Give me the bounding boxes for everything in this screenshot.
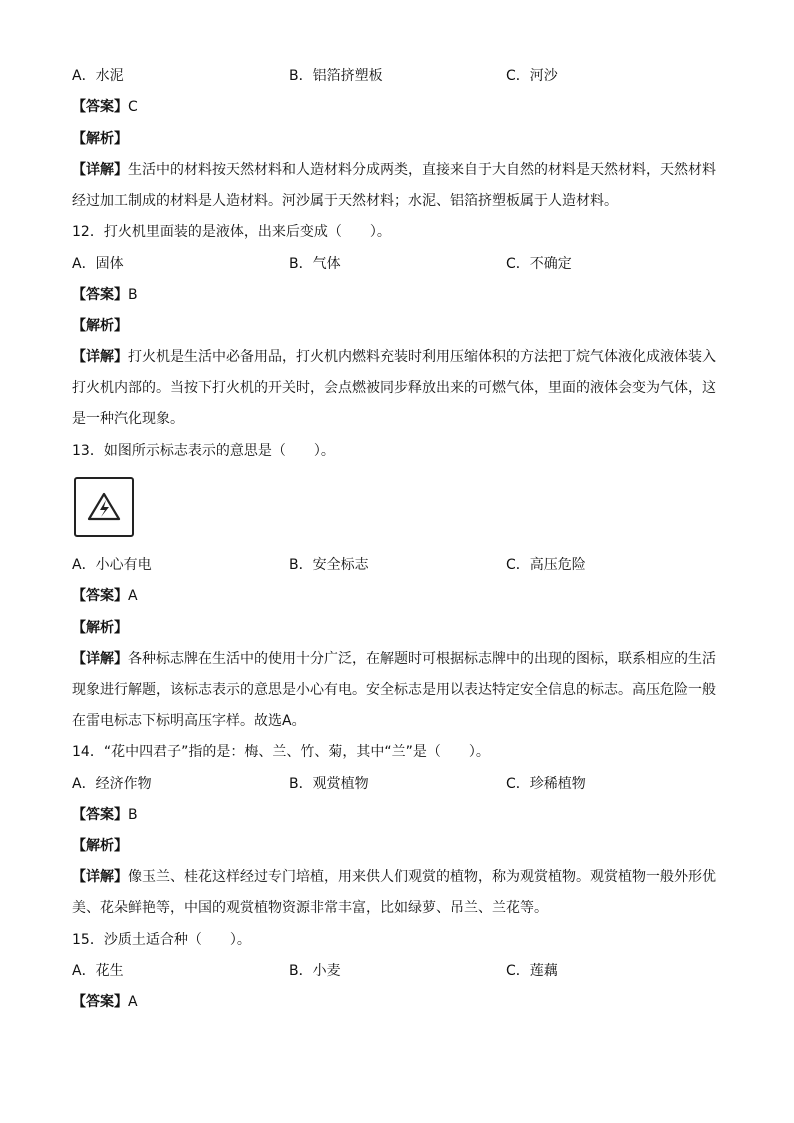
detail-line: 打火机是生活中必备用品，打火机内燃料充装时利用压缩体积的方法把丁烷气体液化成液体装入 (128, 349, 716, 365)
q14-option-b: B．观赏植物 (289, 776, 369, 792)
answer-tag: 【答案】 (72, 287, 128, 303)
q11-option-c: C．河沙 (506, 68, 558, 84)
q13-option-c: C．高压危险 (506, 557, 586, 573)
q13-detail (72, 644, 722, 737)
answer-tag: 【答案】 (72, 807, 128, 823)
q11-analysis-label: 【解析】 (72, 131, 128, 147)
q14-option-a: A．经济作物 (72, 776, 152, 792)
detail-line: 打火机内部的。当按下打火机的开关时，会点燃被同步释放出来的可燃气体，里面的液体会变为气体，这 (72, 380, 716, 396)
q12-analysis-label: 【解析】 (72, 318, 128, 334)
q15-answer (72, 991, 138, 1013)
q15-option-b: B．小麦 (289, 963, 341, 979)
detail-line: 现象进行解题，该标志表示的意思是小心有电。安全标志是用以表达特定安全信息的标志。高压危险一般 (72, 682, 716, 698)
detail-line: 是一种汽化现象。 (72, 411, 184, 427)
q11-option-a: A．水泥 (72, 68, 124, 84)
q14-option-c: C．珍稀植物 (506, 776, 586, 792)
detail-tag: 【详解】 (72, 651, 128, 667)
answer-value: C (128, 99, 138, 115)
q12-detail (72, 342, 722, 435)
answer-tag: 【答案】 (72, 588, 128, 604)
q13-stem: 13．如图所示标志表示的意思是（ ）。 (72, 443, 335, 459)
answer-tag: 【答案】 (72, 99, 128, 115)
detail-tag: 【详解】 (72, 162, 128, 178)
q13-analysis-label: 【解析】 (72, 620, 128, 636)
detail-line: 在雷电标志下标明高压字样。故选A。 (72, 713, 306, 729)
q12-stem: 12．打火机里面装的是液体，出来后变成（ ）。 (72, 224, 391, 240)
q11-answer (72, 96, 138, 118)
answer-value: B (128, 287, 138, 303)
q12-answer (72, 284, 138, 306)
detail-tag: 【详解】 (72, 869, 128, 885)
q14-answer (72, 804, 138, 826)
detail-line: 经过加工制成的材料是人造材料。河沙属于天然材料；水泥、铝箔挤塑板属于人造材料。 (72, 193, 618, 209)
q13-option-b: B．安全标志 (289, 557, 369, 573)
q13-option-a: A．小心有电 (72, 557, 152, 573)
q14-analysis-label: 【解析】 (72, 838, 128, 854)
detail-line: 美、花朵鲜艳等，中国的观赏植物资源非常丰富，比如绿萝、吊兰、兰花等。 (72, 900, 548, 916)
q12-option-a: A．固体 (72, 256, 124, 272)
q12-option-b: B．气体 (289, 256, 341, 272)
q11-option-b: B．铝箔挤塑板 (289, 68, 383, 84)
q15-option-a: A．花生 (72, 963, 124, 979)
q14-stem: 14．“花中四君子”指的是：梅、兰、竹、菊，其中“兰”是（ ）。 (72, 744, 490, 760)
q14-detail (72, 862, 722, 924)
lightning-warning-icon (76, 479, 132, 535)
q13-answer (72, 585, 138, 607)
detail-line: 像玉兰、桂花这样经过专门培植，用来供人们观赏的植物，称为观赏植物。观赏植物一般外形优 (128, 869, 716, 885)
q11-detail (72, 155, 722, 217)
detail-tag: 【详解】 (72, 349, 128, 365)
answer-value: A (128, 588, 138, 604)
answer-tag: 【答案】 (72, 994, 128, 1010)
q12-option-c: C．不确定 (506, 256, 572, 272)
q15-stem: 15．沙质土适合种（ ）。 (72, 932, 251, 948)
answer-value: A (128, 994, 138, 1010)
detail-line: 各种标志牌在生活中的使用十分广泛，在解题时可根据标志牌中的出现的图标，联系相应的生活 (128, 651, 716, 667)
detail-line: 生活中的材料按天然材料和人造材料分成两类，直接来自于大自然的材料是天然材料，天然材料 (128, 162, 716, 178)
q15-option-c: C．莲藕 (506, 963, 558, 979)
electric-hazard-sign (74, 477, 134, 537)
answer-value: B (128, 807, 138, 823)
